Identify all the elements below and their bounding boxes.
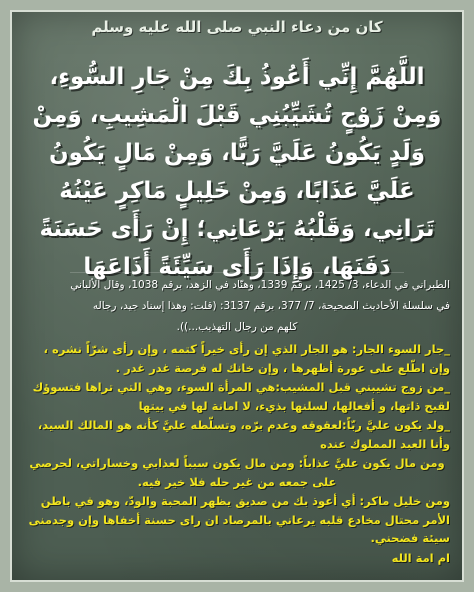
explanation-bad-child: _ولد يكون عليَّ ربّاً:لعقوقه وعدم برّه، وتسلّطه عليَّ كأنه هو المالك السيد، وأنا العبد المملوك عنده	[37, 418, 450, 451]
explanation-bad-neighbor: _جار السوء الجار: هو الجار الذي إن رأى خيراً كتمه ، وإن رأى شرّاً نشره ، وإن اطّلع على عورة أظهرها ، وإن خانك له فرصة غدر غدر .	[43, 342, 450, 375]
divider	[70, 272, 404, 273]
explanation-deceitful-friend: ومن خليل ماكر: أي أعوذ بك من صديق يظهر المحبة والودّ، وهو في باطن الأمر محتال مخادع قلبه يرعاني بالمرصاد ان راى حسنة أخفاها وإن وجدمنى سيئة فضحني.	[28, 494, 450, 545]
reference-line-1: الطبراني في الدعاء، 3/ 1425، برقم 1339، وهنّاد في الزهد، برقم 1038، وقال الألباني	[70, 279, 450, 291]
dua-text: اللَّهُمَّ إِنِّي أَعُوذُ بِكَ مِنْ جَارِ السُّوءِ، وَمِنْ زَوْجٍ تُشَيِّبُنِي قَبْلَ الْمَشِيبِ، وَمِنْ وَلَدٍ يَكُونُ عَلَيَّ رَبًّا، وَمِنْ مَالٍ يَكُونُ عَلَيَّ عَذَابًا، وَمِنْ خَلِيلٍ مَاكِرٍ عَيْنُهُ تَرَانِي، وَقَلْبُهُ يَرْعَانِي؛ إِنْ رَأَى حَسَنَةً دَفَنَهَا، وَإِذَا رَأَى سَيِّئَةً أَذَاعَهَا	[32, 64, 442, 280]
explanation-bad-spouse: _من زوج تشيبني قبل المشيب:هي المرأة السوء، وهي التي تراها فتسوؤك لقبح ذاتها، و أفعالها، لسلنها بذيء، لا امانة لها في بيتها	[32, 380, 450, 413]
hadith-reference	[24, 275, 450, 338]
explanation-block	[24, 340, 450, 565]
card-header: كان من دعاء النبي صلى الله عليه وسلم	[91, 18, 383, 36]
signature: ام امة الله	[391, 550, 450, 565]
reference-line-3: كلهم من رجال التهذيب...)).	[176, 321, 298, 333]
explanation-bad-wealth: ومن مال يكون عليَّ عذاباً: ومن مال يكون سبباً لعذابي وخساراتي، لحرصي على جمعه من غير حله فلا خير فيه.	[29, 456, 445, 489]
reference-line-2: في سلسلة الأحاديث الصحيحة، 7/ 377، برقم 3137: (قلت: وهذا إسناد جيد، رجاله	[92, 300, 450, 312]
